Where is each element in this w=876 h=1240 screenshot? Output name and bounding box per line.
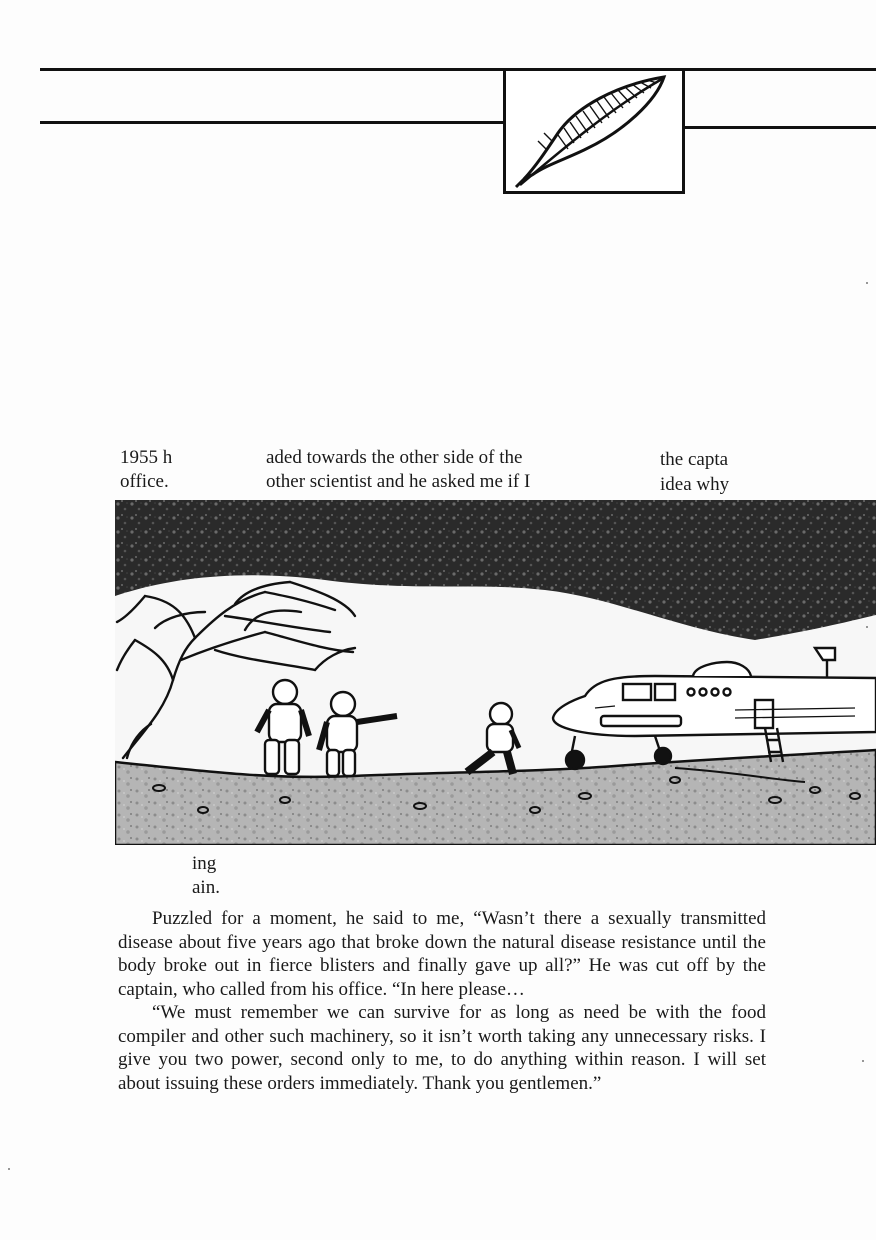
fragment-top-mid-2: other scientist and he asked me if I [266,471,531,492]
paragraph-1: Puzzled for a moment, he said to me, “Wasn’t there a sexually transmitted disease about five years ago that broke down the natural disease resistance until the body broke out in fierce blisters and finally gave up all?” He was cut off by the captain, who called from his office. “In here please… [118,908,766,1000]
scan-speck [866,626,868,628]
header-rule-bottom-right [685,126,876,129]
fragment-top-right-2: idea why [660,474,730,495]
landing-scene-illustration [115,500,876,845]
fragment-below-2: ain. [192,877,220,898]
header-rule-top [40,68,876,71]
scan-speck [866,282,868,284]
body-text [118,907,766,1095]
paragraph-2: “We must remember we can survive for as long as need be with the food compiler and other such machinery, so it isn’t worth taking any unnecessary risks. I give you two power, second only to me, to do anything within reason. I will set about issuing these orders immediately. Thank you gentlemen.” [118,1002,766,1094]
scan-speck [8,1168,10,1170]
header-rule-bottom-left [40,121,503,124]
fragment-top-left-1: 1955 h [120,447,173,468]
fragment-top-left-2: office. [120,471,169,492]
feather-quill-icon [503,68,685,194]
fragment-below-1: ing [192,853,217,874]
scan-speck [862,1060,864,1062]
fragment-top-right-1: the capta [660,449,729,470]
fragment-top-mid-1: aded towards the other side of the [266,447,523,468]
